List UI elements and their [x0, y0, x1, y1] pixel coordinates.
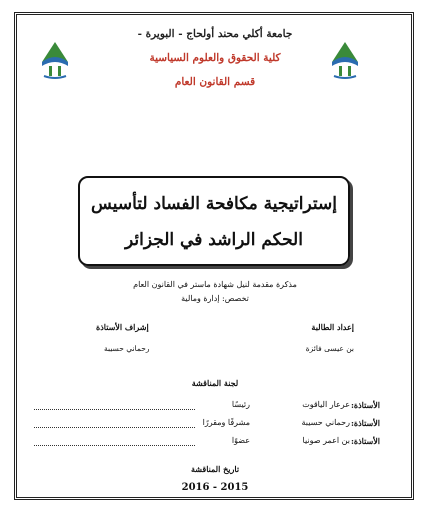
title-line-2: الحكم الراشد في الجزائر: [125, 230, 303, 250]
dotted-line: [34, 409, 195, 410]
jury-member-title: الأستاذة:: [350, 400, 380, 410]
supervisor-name: رحماني حسيبة: [104, 344, 150, 353]
jury-member-role: مشرفًا ومقررًا: [202, 418, 250, 427]
department-name: قسم القانون العام: [174, 76, 256, 88]
jury-member-title: الأستاذة:: [350, 436, 380, 446]
title-line-1: إستراتيجية مكافحة الفساد لتأسيس: [91, 194, 337, 214]
jury-title: لجنة المناقشة: [191, 378, 239, 388]
student-label: إعداد الطالبة: [311, 322, 354, 332]
dotted-line: [34, 445, 195, 446]
jury-member-role: رئيسًا: [231, 400, 250, 409]
jury-member: [34, 400, 380, 414]
student-name: بن عيسى فائزة: [305, 344, 354, 353]
supervisor-label: إشراف الأستاذة: [96, 322, 149, 332]
university-logo-icon: [38, 40, 72, 80]
specialty: تخصص: إدارة ومالية: [181, 294, 249, 303]
jury-member-name: بن اعمر صونيا: [302, 436, 350, 445]
jury-member: [34, 436, 380, 450]
faculty-name: كلية الحقوق والعلوم السياسية: [149, 52, 281, 64]
university-name: جامعة أكلي محند أولحاج - البويرة -: [137, 28, 293, 40]
header-block: [80, 22, 350, 94]
dotted-line: [34, 427, 195, 428]
jury-member-name: رحماني حسيبة: [301, 418, 350, 427]
defense-date-label: تاريخ المناقشة: [190, 464, 240, 474]
academic-year: 2016 - 2015: [181, 482, 249, 493]
jury-member-title: الأستاذة:: [350, 418, 380, 428]
jury-member-name: عرعار الياقوت: [302, 400, 350, 409]
memo-description: مذكرة مقدمة لنيل شهادة ماستر في القانون العام: [133, 280, 297, 289]
jury-member-role: عضوًا: [231, 436, 250, 445]
thesis-title-box: [78, 176, 350, 266]
jury-member: [34, 418, 380, 432]
